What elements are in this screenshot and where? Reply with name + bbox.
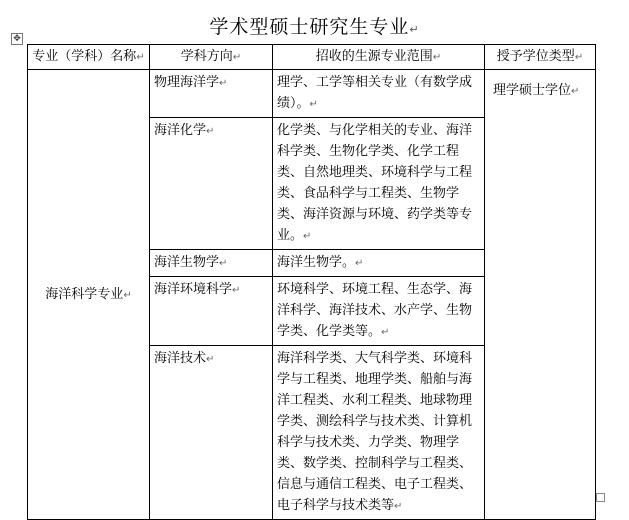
direction-cell: 海洋环境科学↵ — [150, 277, 273, 346]
scope-cell: 理学、工学等相关专业（有数学成绩）。↵ — [273, 70, 485, 118]
paragraph-mark-icon: ↵ — [123, 289, 132, 301]
paragraph-mark-icon: ↵ — [303, 231, 312, 242]
scope-cell: 海洋科学类、大气科学类、环境科学与工程类、地理学类、船舶与海洋工程类、水利工程类、地球物理学类、测绘科学与技术类、计算机科学与技术类、力学类、物理学类、数学类、控制科学与工程类、信息与通信工程类、电子工程类、电子科学与技术类等↵ — [273, 346, 485, 520]
paragraph-mark-icon: ↵ — [409, 23, 420, 36]
paragraph-mark-icon: ↵ — [381, 327, 390, 338]
direction-cell: 海洋技术↵ — [150, 346, 273, 520]
table-move-handle-icon[interactable]: ✥ — [11, 33, 23, 45]
header-degree: 授予学位类型↵ — [485, 45, 596, 70]
direction-cell: 海洋化学↵ — [150, 118, 273, 250]
scope-cell: 化学类、与化学相关的专业、海洋科学类、生物化学类、化学工程类、自然地理类、环境科学与工程类、食品科学与工程类、生物学类、海洋资源与环境、药学类等专业。↵ — [273, 118, 485, 250]
title-text: 学术型硕士研究生专业 — [209, 16, 410, 38]
paragraph-mark-icon: ↵ — [219, 78, 228, 89]
paragraph-mark-icon: ↵ — [309, 99, 318, 110]
major-cell: 海洋科学专业↵ — [28, 70, 150, 520]
header-major: 专业（学科）名称↵ — [28, 45, 150, 70]
paragraph-mark-icon: ↵ — [571, 86, 580, 97]
paragraph-mark-icon: ↵ — [206, 126, 215, 137]
paragraph-mark-icon: ↵ — [219, 258, 228, 269]
table-resize-handle-icon[interactable] — [596, 493, 605, 502]
paragraph-mark-icon: ↵ — [206, 354, 215, 365]
direction-cell: 物理海洋学↵ — [150, 70, 273, 118]
majors-table — [27, 44, 596, 520]
table-header-row — [28, 45, 596, 70]
paragraph-mark-icon: ↵ — [432, 52, 442, 63]
paragraph-mark-icon: ↵ — [232, 285, 241, 296]
table-row — [28, 70, 596, 118]
header-scope: 招收的生源专业范围↵ — [273, 45, 485, 70]
header-direction: 学科方向↵ — [150, 45, 273, 70]
document-title — [0, 12, 629, 39]
direction-cell: 海洋生物学↵ — [150, 250, 273, 277]
paragraph-mark-icon: ↵ — [136, 52, 145, 63]
scope-cell: 环境科学、环境工程、生态学、海洋科学、海洋技术、水产学、生物学类、化学类等。↵ — [273, 277, 485, 346]
paragraph-mark-icon: ↵ — [232, 52, 242, 63]
degree-cell: 理学硕士学位↵ — [485, 70, 596, 520]
paragraph-mark-icon: ↵ — [574, 52, 584, 63]
paragraph-mark-icon: ↵ — [355, 258, 364, 269]
scope-cell: 海洋生物学。↵ — [273, 250, 485, 277]
paragraph-mark-icon: ↵ — [394, 501, 403, 512]
